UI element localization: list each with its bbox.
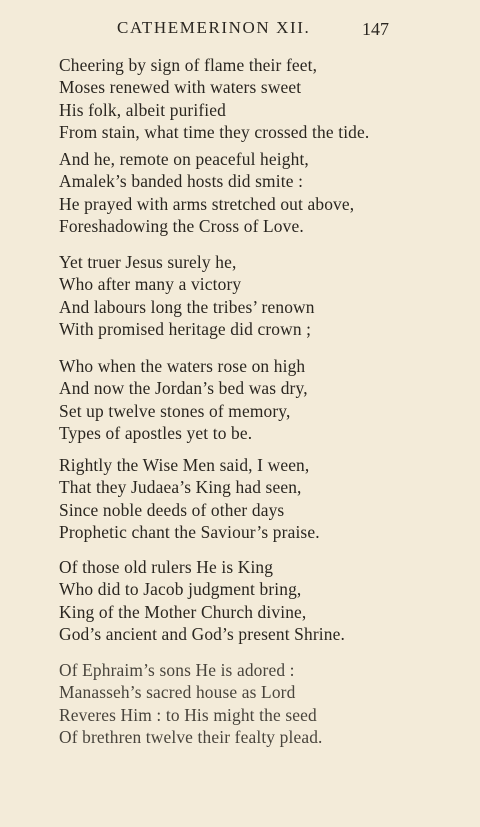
verse-line: With promised heritage did crown ; <box>59 319 312 340</box>
verse-line: Who did to Jacob judgment bring, <box>59 579 302 600</box>
verse-line: Of brethren twelve their fealty plead. <box>59 727 323 748</box>
verse-line: He prayed with arms stretched out above, <box>59 193 355 214</box>
stanza-3 <box>59 251 469 341</box>
verse-line: Of Ephraim’s sons He is adored : <box>59 660 295 680</box>
verse-line: Moses renewed with waters sweet <box>59 77 302 98</box>
verse-line: Prophetic chant the Saviour’s praise. <box>59 522 320 543</box>
verse-line: Reveres Him : to His might the seed <box>59 704 317 725</box>
page-title: CATHEMERINON XII. <box>117 18 311 37</box>
verse-line: Rightly the Wise Men said, I ween, <box>59 455 310 475</box>
verse-line: And now the Jordan’s bed was dry, <box>59 378 308 399</box>
page-number: 147 <box>362 19 389 39</box>
verse-line: From stain, what time they crossed the tide. <box>59 122 370 143</box>
verse-line: Of those old rulers He is King <box>59 557 274 577</box>
verse-line: And labours long the tribes’ renown <box>59 296 315 317</box>
verse-line: And he, remote on peaceful height, <box>59 149 309 169</box>
verse-line: Who after many a victory <box>59 274 242 295</box>
verse-line: King of the Mother Church divine, <box>59 601 307 622</box>
verse-line: Yet truer Jesus surely he, <box>59 252 237 272</box>
verse-line: Since noble deeds of other days <box>59 499 285 520</box>
verse-line: Types of apostles yet to be. <box>59 423 253 444</box>
running-head <box>0 18 480 44</box>
stanza-2 <box>59 148 469 238</box>
verse-line: Set up twelve stones of memory, <box>59 400 291 421</box>
verse-line: Cheering by sign of flame their feet, <box>59 55 318 75</box>
stanza-1 <box>59 54 469 144</box>
verse-line: His folk, albeit purified <box>59 99 226 120</box>
stanza-4 <box>59 355 469 445</box>
stanza-7 <box>59 659 469 749</box>
verse-line: Who when the waters rose on high <box>59 356 306 376</box>
verse-line: Foreshadowing the Cross of Love. <box>59 216 304 237</box>
verse-line: God’s ancient and God’s present Shrine. <box>59 624 345 645</box>
stanza-5 <box>59 454 469 544</box>
verse-line: That they Judaea’s King had seen, <box>59 477 302 498</box>
verse-line: Manasseh’s sacred house as Lord <box>59 682 296 703</box>
verse-line: Amalek’s banded hosts did smite : <box>59 171 304 192</box>
stanza-6 <box>59 556 469 646</box>
